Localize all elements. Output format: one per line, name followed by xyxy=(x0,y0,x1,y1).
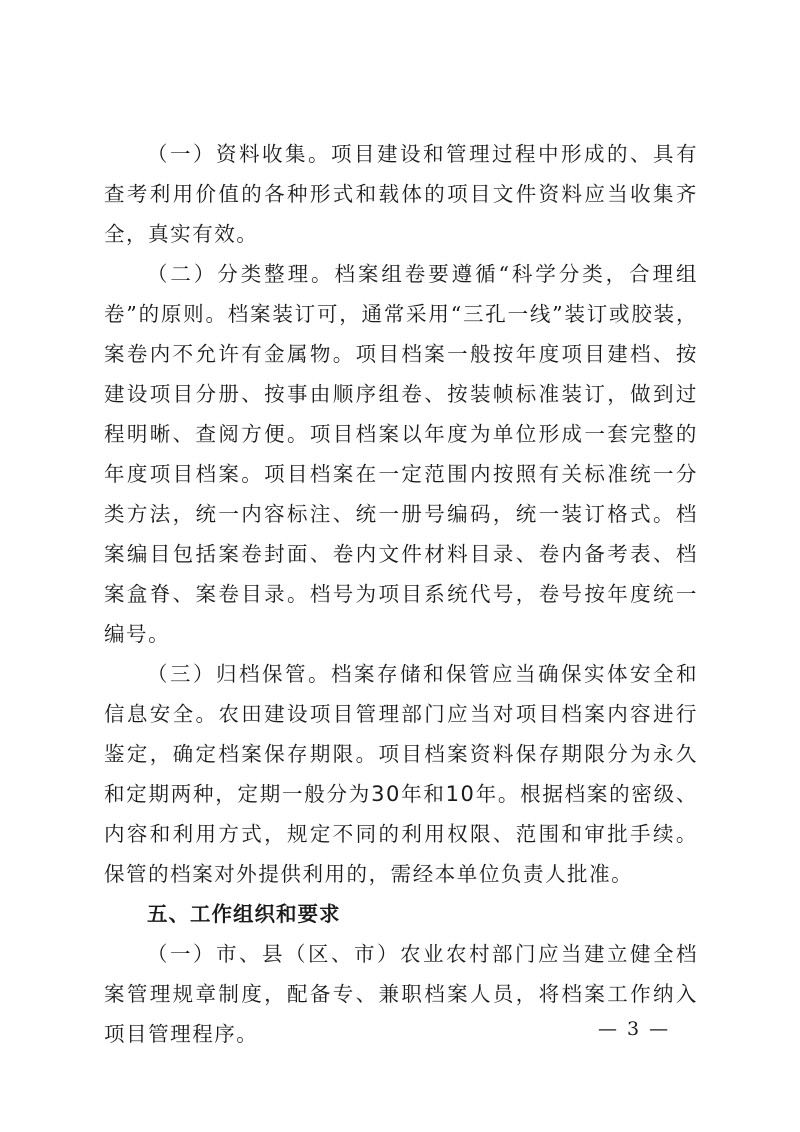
paragraph-archiving xyxy=(104,654,698,894)
paragraph-text: 年和 xyxy=(400,782,446,806)
paragraph-text: 年。根据档案的密级、内容和利用方式，规定不同的利用权限、范围和审批手续。保管的档案对外提供利用的，需经本单位负责人批准。 xyxy=(104,782,698,886)
document-page xyxy=(104,134,698,1054)
page-number: — 3 — xyxy=(598,1018,671,1040)
paragraph-text: 档案存储和保管应当确保实体安全和信息安全。农田建设项目管理部门应当对项目档案内容进行鉴定，确定档案保存期限。项目档案资料保存期限分为永久和定期两种，定期一般分为 xyxy=(104,662,698,806)
paragraph-text: （一）市、县（区、市）农业农村部门应当建立健全档案管理规章制度，配备专、兼职档案人员，将档案工作纳入项目管理程序。 xyxy=(104,942,698,1046)
paragraph-lead: （二）分类整理。 xyxy=(147,262,335,286)
paragraph-lead: （三）归档保管。 xyxy=(147,662,331,686)
paragraph-text: 档案组卷要遵循“科学分类，合理组卷”的原则。档案装订可，通常采用“三孔一线”装订或胶装，案卷内不允许有金属物。项目档案一般按年度项目建档、按建设项目分册、按事由顺序组卷、按装帧标准装订，做到过程明晰、查阅方便。项目档案以年度为单位形成一套完整的年度项目档案。项目档案在一定范围内按照有关标准统一分类方法，统一内容标注、统一册号编码，统一装订格式。档案编目包括案卷封面、卷内文件材料目录、卷内备考表、档案盒脊、案卷目录。档号为项目系统代号，卷号按年度统一编号。 xyxy=(104,262,698,646)
paragraph-classification xyxy=(104,254,698,654)
paragraph-data-collection xyxy=(104,134,698,254)
paragraph-lead: （一）资料收集。 xyxy=(147,142,331,166)
retention-years-10: 10 xyxy=(445,782,476,806)
retention-years-30: 30 xyxy=(371,782,401,806)
paragraph-text: 项目建设和管理过程中形成的、具有查考利用价值的各种形式和载体的项目文件资料应当收集齐全，真实有效。 xyxy=(104,142,698,246)
section-heading: 五、工作组织和要求 xyxy=(147,902,341,926)
